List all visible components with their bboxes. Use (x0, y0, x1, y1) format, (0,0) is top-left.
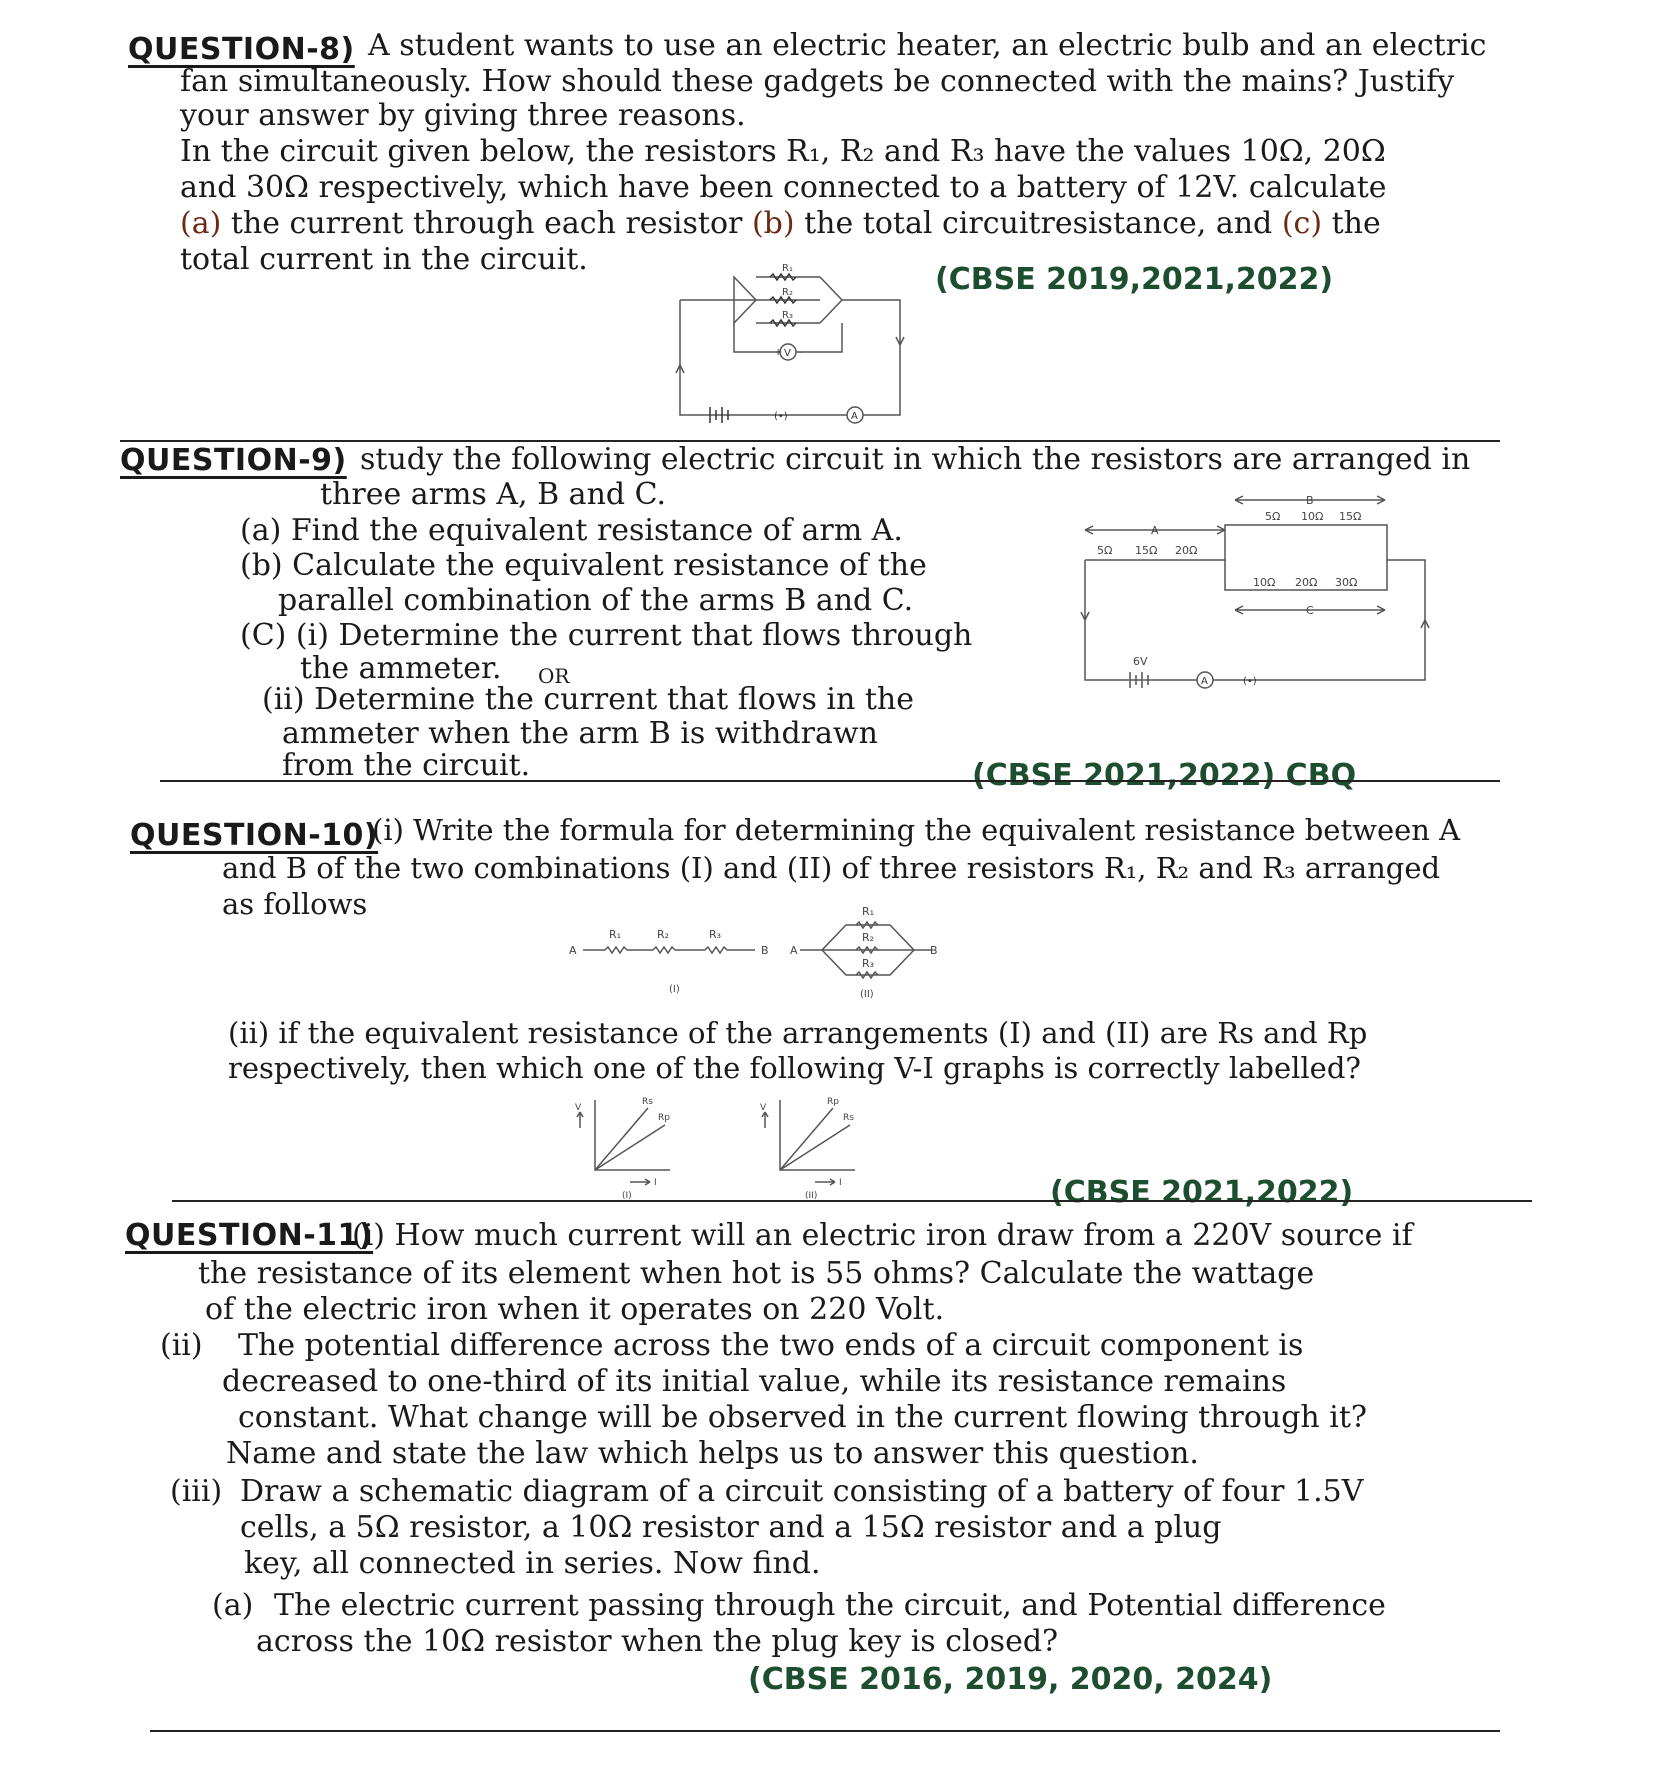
q8-part-b-marker: (b) (751, 206, 795, 241)
q10-fig2-r2: R₂ (862, 931, 875, 944)
q8-part-c-marker: (c) (1281, 206, 1323, 241)
q11-text-line-10: key, all connected in series. Now find. (244, 1546, 821, 1581)
q10-fig1-r2: R₂ (657, 928, 670, 941)
q11-text-line-11: The electric current passing through the circuit, and Potential difference (274, 1588, 1386, 1623)
q10-text-line-2: and B of the two combinations (I) and (II) of three resistors R₁, R₂ and R₃ arranged (222, 851, 1441, 885)
q10-fig1-b: B (761, 944, 769, 957)
q11-text-line-9: cells, a 5Ω resistor, a 10Ω resistor and a 15Ω resistor and a plug (240, 1510, 1222, 1545)
q11-text-line-7: Name and state the law which helps us to answer this question. (226, 1436, 1199, 1471)
divider-q9-q10 (160, 780, 1500, 782)
q10-graph-1 (570, 1090, 680, 1200)
q10-graph2-i: I (839, 1178, 842, 1188)
q10-fig1-r1: R₁ (609, 928, 622, 941)
divider-q10-q11 (172, 1200, 1532, 1202)
q9-arm-b-res-2: 10Ω (1301, 510, 1324, 523)
q10-text-line-3: as follows (222, 887, 368, 921)
q11-part-ii-marker: (ii) (160, 1328, 203, 1363)
q8-text-line-1: A student wants to use an electric heater, an electric bulb and an electric (368, 28, 1487, 63)
q10-graph1-v: V (575, 1103, 582, 1113)
q9-text-line-2: three arms A, B and C. (320, 477, 667, 512)
q10-fig2-r3: R₃ (862, 957, 875, 970)
q10-graph1-line1-label: Rs (642, 1097, 653, 1107)
q9-part-b-line-1: (b) Calculate the equivalent resistance of the (240, 548, 927, 583)
q10-series-diagram (565, 920, 785, 1000)
q8-part-c-text: the (1331, 206, 1381, 241)
q11-source: (CBSE 2016, 2019, 2020, 2024) (748, 1662, 1273, 1697)
q9-arm-c-res-3: 30Ω (1335, 576, 1358, 589)
q11-text-line-8: Draw a schematic diagram of a circuit consisting of a battery of four 1.5V (240, 1474, 1364, 1509)
q8-ammeter-label: A (851, 411, 858, 422)
q9-or-label: OR (538, 664, 570, 688)
q8-part-a-text: the current through each resistor (230, 206, 743, 241)
q9-circuit-diagram (1075, 490, 1445, 700)
q8-text-line-2: fan simultaneously. How should these gadgets be connected with the mains? Justify (180, 64, 1455, 99)
q9-arm-a-res-3: 20Ω (1175, 544, 1198, 557)
question-11-label: QUESTION-11) (125, 1218, 374, 1253)
q9-part-c-line-3: (ii) Determine the current that flows in the (262, 682, 915, 717)
q10-fig2-b: B (930, 944, 938, 957)
q9-part-c-line-1: (C) (i) Determine the current that flows through (240, 618, 973, 653)
q8-text-line-4: In the circuit given below, the resistors R₁, R₂ and R₃ have the values 10Ω, 20Ω (180, 134, 1386, 169)
q11-part-iii-marker: (iii) (170, 1474, 223, 1509)
q9-arm-a-res-2: 15Ω (1135, 544, 1158, 557)
q9-arm-c-res-2: 20Ω (1295, 576, 1318, 589)
q8-voltmeter-label: V (784, 348, 791, 359)
q9-part-a: (a) Find the equivalent resistance of arm A. (240, 513, 903, 548)
q9-key-label: (•) (1243, 676, 1257, 687)
q10-parallel-diagram (790, 895, 940, 1005)
q8-minus-sign: - (799, 347, 803, 358)
q9-part-c-line-4: ammeter when the arm B is withdrawn (282, 716, 878, 751)
q9-arm-c-label: C (1306, 604, 1314, 617)
question-8-label: QUESTION-8) (128, 32, 355, 67)
q8-r3-label: R₃ (782, 310, 793, 321)
q10-graph1-i: I (654, 1178, 657, 1188)
q11-part-a-marker: (a) (212, 1588, 254, 1623)
q11-text-line-2: the resistance of its element when hot is 55 ohms? Calculate the wattage (198, 1256, 1315, 1291)
q9-source: (CBSE 2021,2022) CBQ (972, 758, 1357, 793)
q8-text-line-6 (180, 206, 1381, 242)
q11-text-line-3: of the electric iron when it operates on 220 Volt. (205, 1292, 945, 1327)
q9-arm-a-label: A (1151, 524, 1159, 537)
q10-graph2-line2-label: Rs (843, 1113, 854, 1123)
question-10-label: QUESTION-10) (130, 818, 379, 853)
q9-battery-label: 6V (1133, 655, 1148, 668)
q9-part-c-line-5: from the circuit. (282, 748, 531, 783)
q10-fig2-a: A (790, 944, 798, 957)
q10-fig2-caption: (II) (860, 989, 874, 1000)
q9-arm-b-label: B (1306, 494, 1314, 507)
q11-text-line-1: (i) How much current will an electric iron draw from a 220V source if (352, 1218, 1413, 1253)
q11-text-line-5: decreased to one-third of its initial value, while its resistance remains (222, 1364, 1287, 1399)
q10-graph1-line2-label: Rp (658, 1113, 670, 1123)
q9-part-c-line-2: the ammeter. (300, 651, 502, 686)
question-9-label: QUESTION-9) (120, 443, 347, 478)
q9-arm-a-res-1: 5Ω (1097, 544, 1113, 557)
q10-graph2-caption: (II) (805, 1191, 818, 1200)
q10-source: (CBSE 2021,2022) (1050, 1175, 1354, 1210)
q11-text-line-4: The potential difference across the two ends of a circuit component is (238, 1328, 1304, 1363)
bottom-rule (150, 1730, 1500, 1732)
q11-text-line-6: constant. What change will be observed in the current flowing through it? (238, 1400, 1368, 1435)
q8-text-line-3: your answer by giving three reasons. (180, 98, 746, 133)
q9-ammeter-label: A (1201, 676, 1208, 687)
q10-graph1-caption: (I) (622, 1191, 632, 1200)
q10-fig2-r1: R₁ (862, 905, 875, 918)
q9-arm-c-res-1: 10Ω (1253, 576, 1276, 589)
q10-fig1-caption: (I) (669, 984, 680, 995)
q10-graph2-v: V (760, 1103, 767, 1113)
q8-plus-sign: + (774, 347, 783, 358)
q10-text-line-5: respectively, then which one of the following V-I graphs is correctly labelled? (228, 1051, 1361, 1085)
q8-text-line-5: and 30Ω respectively, which have been connected to a battery of 12V. calculate (180, 170, 1387, 205)
q10-fig1-r3: R₃ (709, 928, 722, 941)
q8-circuit-diagram (670, 255, 910, 425)
q10-text-line-1: (i) Write the formula for determining the equivalent resistance between A (372, 813, 1461, 847)
q10-fig1-a: A (569, 944, 577, 957)
q10-graph-2 (755, 1090, 865, 1200)
q8-r2-label: R₂ (782, 287, 793, 298)
q11-text-line-12: across the 10Ω resistor when the plug key is closed? (256, 1624, 1059, 1659)
q10-text-line-4: (ii) if the equivalent resistance of the arrangements (I) and (II) are Rs and Rp (228, 1016, 1368, 1050)
q8-r1-label: R₁ (782, 263, 793, 274)
q10-graph2-line1-label: Rp (827, 1097, 839, 1107)
q9-arm-b-res-3: 15Ω (1339, 510, 1362, 523)
q8-source: (CBSE 2019,2021,2022) (935, 262, 1334, 297)
q8-part-a-marker: (a) (180, 206, 222, 241)
q9-arm-b-res-1: 5Ω (1265, 510, 1281, 523)
q8-key-label: (•) (774, 411, 788, 422)
q9-part-b-line-2: parallel combination of the arms B and C. (278, 583, 914, 618)
q8-text-line-7: total current in the circuit. (180, 242, 588, 277)
q8-part-b-text: the total circuitresistance, and (804, 206, 1273, 241)
q9-text-line-1: study the following electric circuit in which the resistors are arranged in (360, 442, 1471, 477)
